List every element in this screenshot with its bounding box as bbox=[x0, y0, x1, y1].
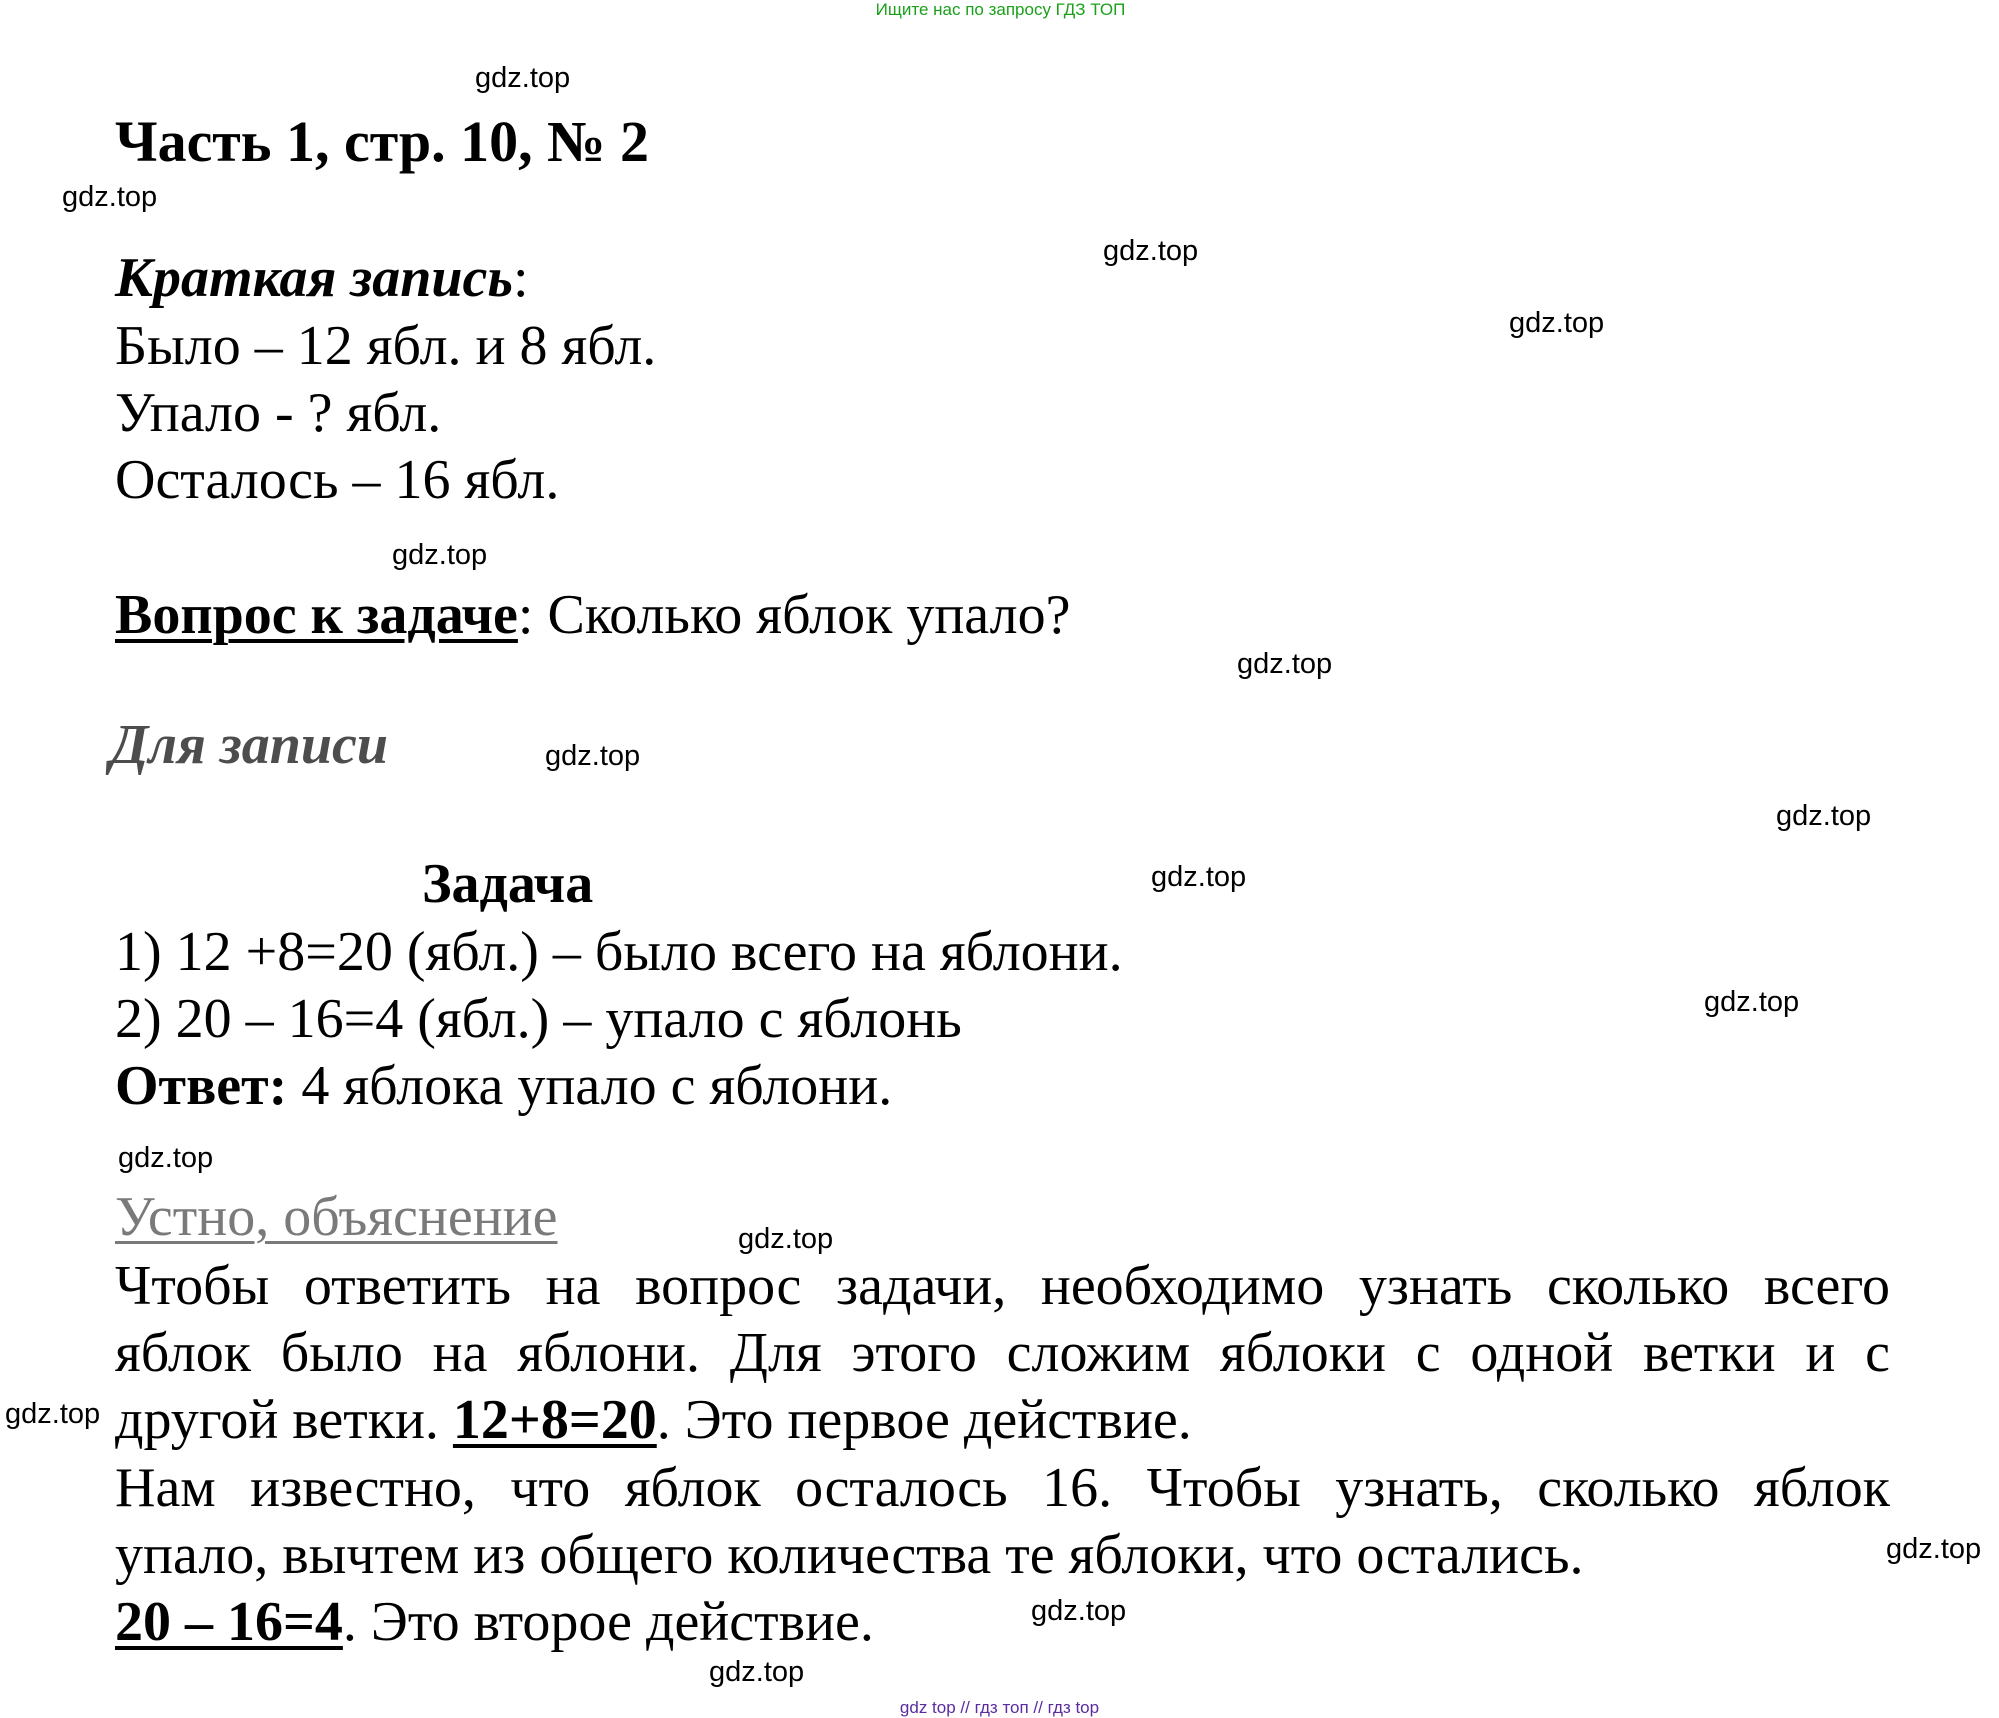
watermark: gdz.top bbox=[5, 1398, 101, 1430]
watermark: gdz.top bbox=[1031, 1595, 1127, 1627]
oral-p2-row-3-post: . Это второе действие. bbox=[342, 1591, 874, 1653]
top-banner: Ищите нас по запросу ГДЗ ТОП bbox=[875, 0, 1126, 19]
task-step-1: 1) 12 +8=20 (ябл.) – было всего на яблони. bbox=[115, 921, 1123, 983]
for-record-heading: Для записи bbox=[110, 714, 388, 776]
first-action-expression: 12+8=20 bbox=[452, 1389, 657, 1451]
short-note-line-3: Осталось – 16 ябл. bbox=[115, 449, 560, 511]
oral-p1-row-3-pre: другой ветки. bbox=[115, 1389, 453, 1451]
oral-paragraph-2 bbox=[115, 1455, 1890, 1656]
watermark: gdz.top bbox=[738, 1223, 834, 1255]
oral-p1-row-2: яблок было на яблони. Для этого сложим яблоки с одной ветки и с bbox=[115, 1322, 1890, 1384]
task-answer bbox=[115, 1054, 892, 1118]
footer-watermark: gdz top // гдз топ // гдз top bbox=[899, 1698, 1100, 1717]
watermark: gdz.top bbox=[545, 740, 641, 772]
second-action-expression: 20 – 16=4 bbox=[115, 1591, 343, 1653]
oral-p1-row-3 bbox=[115, 1387, 1890, 1454]
short-note-colon: : bbox=[512, 247, 529, 309]
answer-label: Ответ: bbox=[115, 1055, 288, 1117]
watermark: gdz.top bbox=[1776, 800, 1872, 832]
watermark: gdz.top bbox=[1704, 986, 1800, 1018]
watermark: gdz.top bbox=[392, 539, 488, 571]
oral-paragraph-1 bbox=[115, 1253, 1890, 1454]
watermark: gdz.top bbox=[475, 62, 571, 94]
watermark: gdz.top bbox=[709, 1656, 805, 1688]
watermark: gdz.top bbox=[1509, 307, 1605, 339]
question-text: : Сколько яблок упало? bbox=[517, 584, 1071, 646]
short-note-label: Краткая запись bbox=[115, 247, 513, 309]
question-label: Вопрос к задаче bbox=[115, 584, 518, 646]
answer-text: 4 яблока упало с яблони. bbox=[287, 1055, 893, 1117]
watermark: gdz.top bbox=[1151, 861, 1247, 893]
oral-p2-row-1: Нам известно, что яблок осталось 16. Чтобы узнать, сколько яблок bbox=[115, 1457, 1890, 1519]
oral-p1-row-1: Чтобы ответить на вопрос задачи, необходимо узнать сколько всего bbox=[115, 1255, 1890, 1317]
task-question bbox=[115, 583, 1070, 647]
task-title: Задача bbox=[422, 853, 594, 915]
short-note-line-2: Упало - ? ябл. bbox=[115, 382, 442, 444]
short-note-heading bbox=[115, 246, 529, 310]
watermark: gdz.top bbox=[1103, 235, 1199, 267]
watermark: gdz.top bbox=[1886, 1533, 1982, 1565]
short-note-line-1: Было – 12 ябл. и 8 ябл. bbox=[115, 315, 657, 377]
watermark: gdz.top bbox=[1237, 648, 1333, 680]
watermark: gdz.top bbox=[118, 1142, 214, 1174]
oral-p2-row-2: упало, вычтем из общего количества те яблоки, что остались. bbox=[115, 1524, 1584, 1586]
oral-p2-row-3 bbox=[115, 1589, 1890, 1656]
oral-explanation-title: Устно, объяснение bbox=[115, 1186, 558, 1248]
watermark: gdz.top bbox=[62, 181, 158, 213]
task-step-2: 2) 20 – 16=4 (ябл.) – упало с яблонь bbox=[115, 988, 962, 1050]
page-title: Часть 1, стр. 10, № 2 bbox=[115, 109, 649, 174]
oral-p1-row-3-post: . Это первое действие. bbox=[656, 1389, 1192, 1451]
